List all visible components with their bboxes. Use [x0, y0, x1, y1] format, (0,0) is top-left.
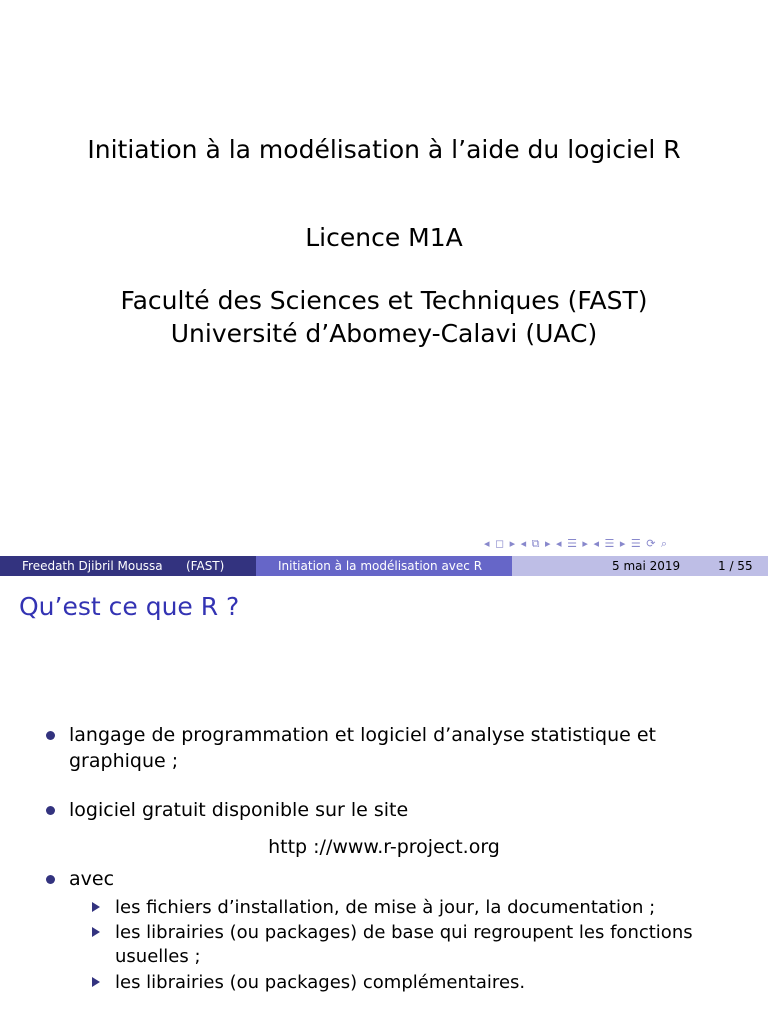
- footer-title-box: [256, 556, 512, 576]
- footer-author-box: [0, 556, 256, 576]
- sub-list-item-line: les librairies (ou packages) complémentaires.: [115, 972, 526, 993]
- sub-list-item-line: les fichiers d’installation, de mise à jour, la documentation ;: [115, 897, 656, 918]
- bullet-icon: [46, 875, 55, 884]
- institution-line-2: Université d’Abomey-Calavi (UAC): [170, 319, 598, 348]
- bullet-icon: [46, 806, 55, 815]
- presentation-subtitle: Licence M1A: [305, 223, 463, 252]
- footer-bar: [0, 556, 768, 576]
- triangle-bullet-icon: [92, 927, 100, 937]
- institution-line-1: Faculté des Sciences et Techniques (FAST): [120, 286, 648, 315]
- presentation-title: Initiation à la modélisation à l’aide du logiciel R: [87, 135, 681, 164]
- triangle-bullet-icon: [92, 977, 100, 987]
- list-item-line: avec: [69, 868, 115, 890]
- list-item-line: langage de programmation et logiciel d’analyse statistique et: [69, 724, 656, 746]
- sub-list-item-line: les librairies (ou packages) de base qui regroupent les fonctions: [115, 922, 693, 943]
- url-text: http ://www.r-project.org: [268, 836, 500, 858]
- footer-page-number: 1 / 55: [718, 559, 753, 573]
- list-item-line: logiciel gratuit disponible sur le site: [69, 799, 409, 821]
- footer-date-box: [512, 556, 768, 576]
- sub-list-item-line: usuelles ;: [115, 946, 201, 967]
- beamer-navigation-icons[interactable]: ◂ ◻ ▸ ◂ ⧉ ▸ ◂ ☰ ▸ ◂ ☰ ▸ ☰ ⟳ ⌕: [484, 537, 669, 550]
- institution: [0, 284, 768, 350]
- footer-date: 5 mai 2019: [612, 559, 681, 573]
- list-item-line: graphique ;: [69, 750, 179, 772]
- footer-author: Freedath Djibril Moussa: [22, 559, 163, 573]
- bullet-icon: [46, 731, 55, 740]
- triangle-bullet-icon: [92, 902, 100, 912]
- content-slide: [0, 576, 768, 1024]
- footer-short-title: Initiation à la modélisation avec R: [278, 559, 483, 573]
- footer-institute: (FAST): [186, 559, 225, 573]
- frame-title: Qu’est ce que R ?: [19, 592, 240, 621]
